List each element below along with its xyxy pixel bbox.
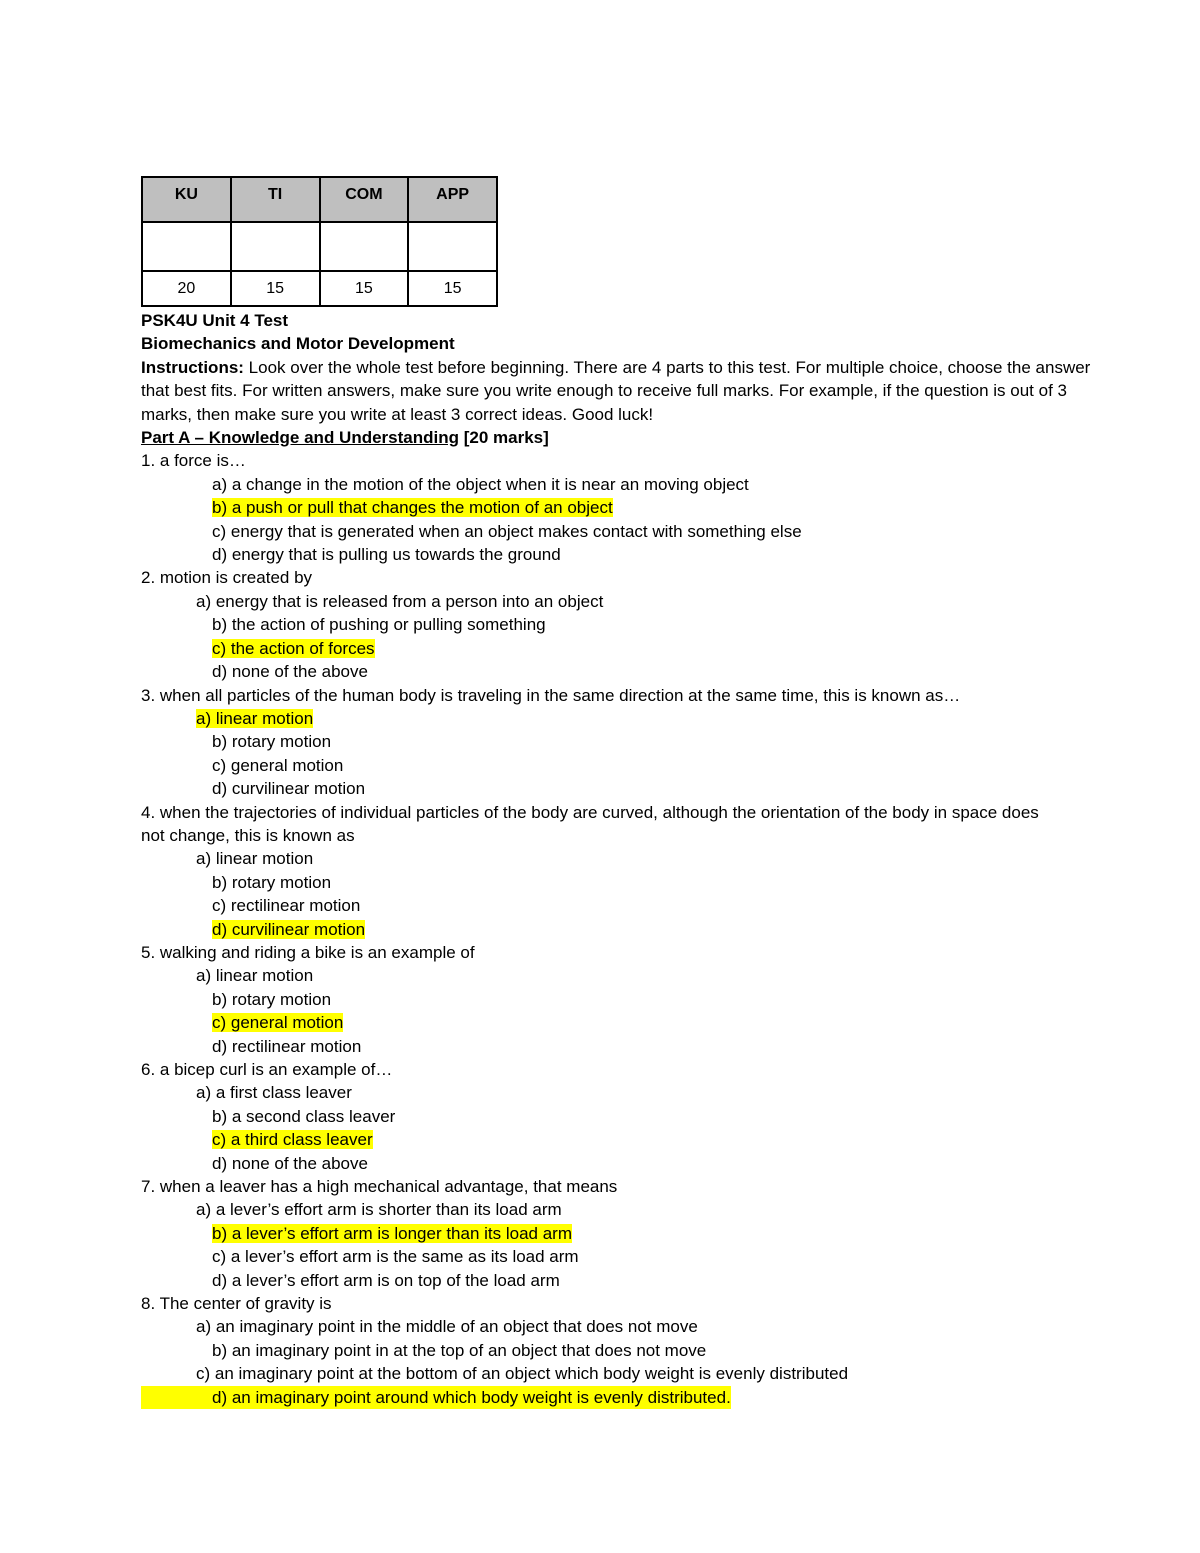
question-2	[141, 566, 1101, 683]
question-stem: 7. when a leaver has a high mechanical advantage, that means	[141, 1177, 618, 1197]
score-cell-com	[320, 222, 409, 271]
option-c	[141, 637, 1101, 660]
correct-answer-highlight: d) an imaginary point around which body weight is evenly distributed.	[141, 1386, 731, 1409]
question-stem: 6. a bicep curl is an example of…	[141, 1060, 393, 1079]
marks-header-row	[142, 177, 497, 222]
test-page	[141, 176, 1101, 1409]
option-b: b) rotary motion	[212, 872, 332, 892]
option-b: b) rotary motion	[212, 989, 332, 1009]
option-d: d) none of the above	[212, 662, 368, 682]
option-b: b) the action of pushing or pulling something	[212, 615, 546, 635]
correct-answer-highlight: b) a push or pull that changes the motion of an object	[212, 498, 613, 518]
correct-answer-highlight: d) curvilinear motion	[212, 919, 366, 939]
option-a: a) linear motion	[196, 849, 314, 869]
correct-answer-highlight: c) general motion	[212, 1013, 344, 1033]
question-stem: 5. walking and riding a bike is an example of	[141, 942, 475, 962]
header-ti: TI	[231, 177, 320, 222]
option-d: d) a lever’s effort arm is on top of the load arm	[212, 1270, 560, 1290]
option-d	[141, 918, 1101, 941]
question-1	[141, 449, 1101, 566]
option-a: a) a lever’s effort arm is shorter than its load arm	[196, 1200, 562, 1220]
option-c: c) energy that is generated when an object makes contact with something else	[212, 521, 802, 541]
correct-answer-highlight: c) the action of forces	[212, 638, 375, 658]
option-d: d) energy that is pulling us towards the ground	[212, 545, 561, 565]
instructions	[141, 356, 1101, 426]
question-stem: 1. a force is…	[141, 451, 246, 471]
option-b	[141, 1222, 1101, 1245]
question-4	[141, 801, 1101, 941]
part-a-marks: [20 marks]	[459, 428, 549, 448]
option-a: a) linear motion	[196, 966, 314, 986]
header-app: APP	[408, 177, 497, 222]
total-app: 15	[408, 271, 497, 306]
total-ti: 15	[231, 271, 320, 306]
question-stem: 4. when the trajectories of individual particles of the body are curved, although the orientation of the body in space does not change, this is known as	[141, 802, 1039, 845]
option-b: b) a second class leaver	[212, 1106, 396, 1126]
part-a-title: Part A – Knowledge and Understanding	[141, 428, 459, 448]
unit-title: Biomechanics and Motor Development	[141, 334, 455, 354]
question-stem: 3. when all particles of the human body is traveling in the same direction at the same time, this is known as…	[141, 685, 961, 705]
header-ku: KU	[142, 177, 231, 222]
option-c: c) general motion	[212, 755, 344, 775]
option-a: a) a change in the motion of the object when it is near an moving object	[212, 474, 749, 494]
instructions-text: Look over the whole test before beginning. There are 4 parts to this test. For multiple choice, choose the answer that best fits. For written answers, make sure you write enough to receive full marks. For example, if the question is out of 3 marks, then make sure you write at least 3 correct ideas. Good luck!	[141, 357, 1091, 424]
question-3	[141, 684, 1101, 801]
option-d	[141, 1386, 1101, 1409]
score-cell-ti	[231, 222, 320, 271]
option-b: b) rotary motion	[212, 732, 332, 752]
correct-answer-highlight: a) linear motion	[196, 708, 314, 728]
option-a: a) energy that is released from a person into an object	[196, 591, 604, 611]
part-a-heading	[141, 426, 1101, 449]
correct-answer-highlight: c) a third class leaver	[212, 1130, 373, 1150]
test-header	[141, 309, 1101, 449]
course-title: PSK4U Unit 4 Test	[141, 311, 289, 330]
option-a: a) a first class leaver	[196, 1083, 352, 1103]
correct-answer-highlight: b) a lever’s effort arm is longer than its load arm	[212, 1223, 572, 1243]
option-c	[141, 1011, 1101, 1034]
total-ku: 20	[142, 271, 231, 306]
question-5	[141, 941, 1101, 1058]
marks-table	[141, 176, 498, 307]
option-b: b) an imaginary point in at the top of an object that does not move	[212, 1340, 707, 1360]
option-a: a) an imaginary point in the middle of an object that does not move	[196, 1317, 698, 1337]
instructions-label: Instructions:	[141, 357, 244, 377]
option-d: d) rectilinear motion	[212, 1036, 362, 1056]
question-6	[141, 1058, 1101, 1175]
option-a	[141, 707, 1101, 730]
total-com: 15	[320, 271, 409, 306]
question-stem: 8. The center of gravity is	[141, 1294, 332, 1314]
score-cell-app	[408, 222, 497, 271]
option-c: c) rectilinear motion	[212, 896, 361, 916]
option-d: d) none of the above	[212, 1153, 368, 1173]
option-b	[141, 496, 1101, 519]
question-stem: 2. motion is created by	[141, 568, 313, 588]
question-7	[141, 1175, 1101, 1292]
option-d: d) curvilinear motion	[212, 779, 366, 799]
score-cell-ku	[142, 222, 231, 271]
question-8	[141, 1292, 1101, 1409]
marks-score-row	[142, 222, 497, 271]
marks-total-row	[142, 271, 497, 306]
option-c	[141, 1128, 1101, 1151]
header-com: COM	[320, 177, 409, 222]
option-c: c) an imaginary point at the bottom of an object which body weight is evenly distributed	[196, 1364, 849, 1384]
option-c: c) a lever’s effort arm is the same as its load arm	[212, 1247, 579, 1267]
